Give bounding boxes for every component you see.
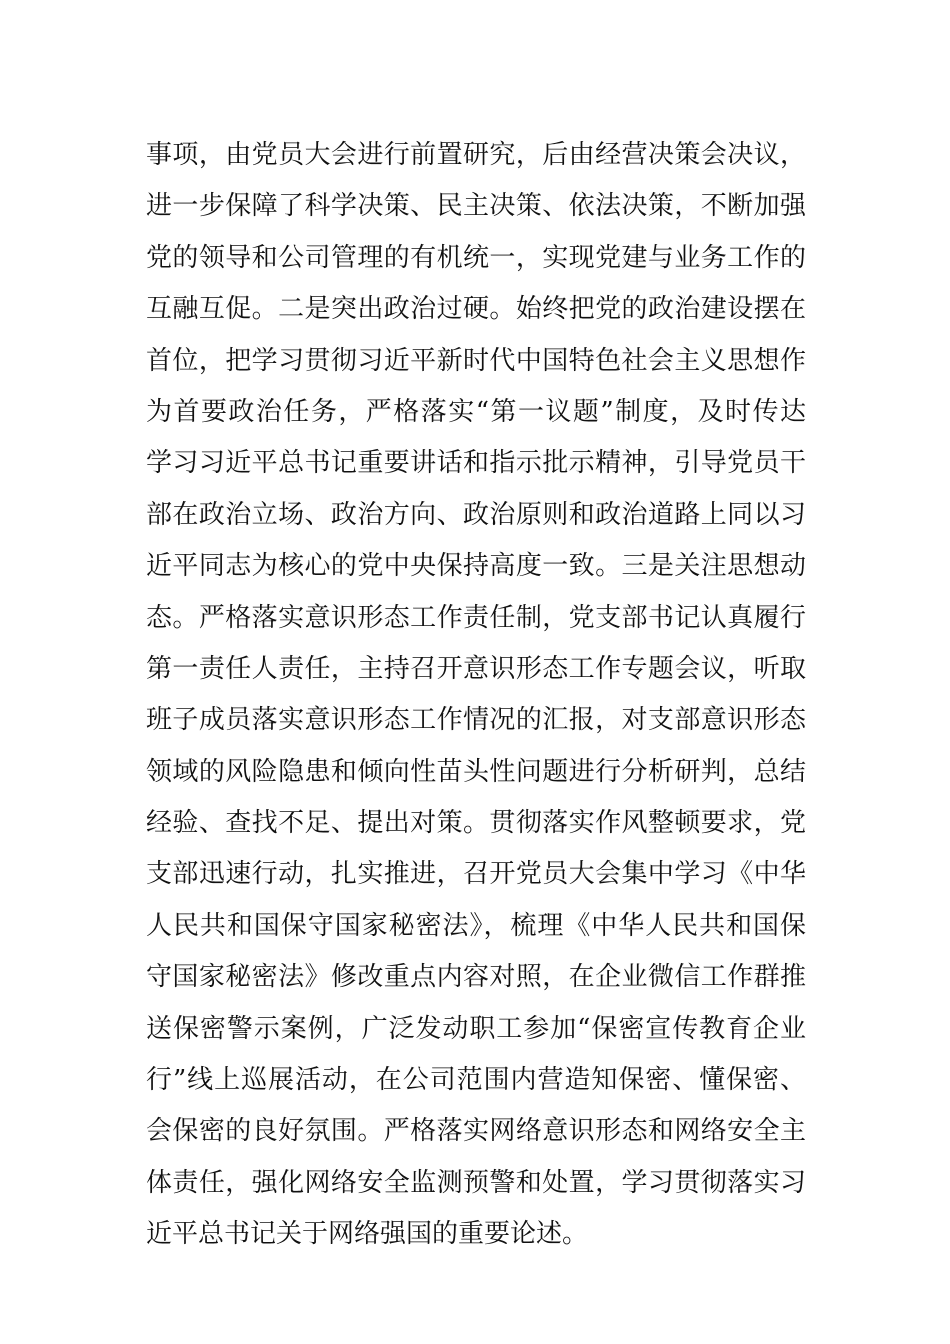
text-line: 互融互促。二是突出政治过硬。始终把党的政治建设摆在 [146,294,806,325]
text-line: 第一责任人责任，主持召开意识形态工作专题会议，听取 [146,653,806,684]
text-line: 进一步保障了科学决策、民主决策、依法决策，不断加强 [146,191,806,222]
text-line: 党的领导和公司管理的有机统一，实现党建与业务工作的 [146,242,806,273]
text-line: 经验、查找不足、提出对策。贯彻落实作风整顿要求，党 [146,808,806,839]
text-line: 行”线上巡展活动，在公司范围内营造知保密、懂保密、 [146,1065,806,1096]
text-line: 人民共和国保守国家秘密法》，梳理《中华人民共和国保 [146,910,806,941]
text-line: 为首要政治任务，严格落实“第一议题”制度，及时传达 [146,396,806,427]
text-line: 近平同志为核心的党中央保持高度一致。三是关注思想动 [146,551,806,582]
text-line: 事项，由党员大会进行前置研究，后由经营决策会决议， [146,140,806,170]
text-line: 守国家秘密法》修改重点内容对照，在企业微信工作群推 [146,962,806,993]
text-line: 支部迅速行动，扎实推进，召开党员大会集中学习《中华 [146,859,806,890]
text-line: 首位，把学习贯彻习近平新时代中国特色社会主义思想作 [146,345,806,376]
text-line: 领域的风险隐患和倾向性苗头性问题进行分析研判，总结 [146,756,806,787]
text-line: 班子成员落实意识形态工作情况的汇报，对支部意识形态 [146,705,806,736]
text-line: 送保密警示案例，广泛发动职工参加“保密宣传教育企业 [146,1013,806,1044]
text-line: 会保密的良好氛围。严格落实网络意识形态和网络安全主 [146,1116,806,1147]
text-line: 体责任，强化网络安全监测预警和处置，学习贯彻落实习 [146,1167,806,1198]
body-paragraph [146,130,806,1261]
text-line: 部在政治立场、政治方向、政治原则和政治道路上同以习 [146,499,806,530]
text-line: 近平总书记关于网络强国的重要论述。 [146,1219,589,1250]
text-line: 态。严格落实意识形态工作责任制，党支部书记认真履行 [146,602,806,633]
text-line: 学习习近平总书记重要讲话和指示批示精神，引导党员干 [146,448,806,479]
